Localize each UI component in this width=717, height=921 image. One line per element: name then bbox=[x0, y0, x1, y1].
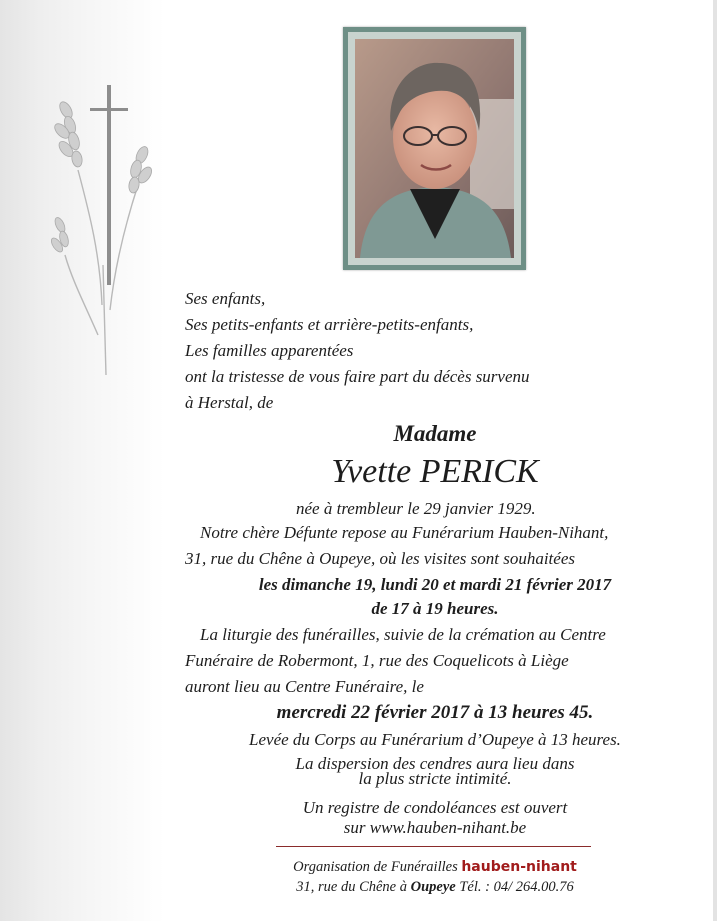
repose-line: 31, rue du Chêne à Oupeye, où les visites sont souhaitées bbox=[185, 549, 575, 568]
footer-divider bbox=[276, 846, 591, 847]
intro-line: Les familles apparentées bbox=[185, 341, 354, 360]
ceremony-date: mercredi 22 février 2017 à 13 heures 45. bbox=[276, 702, 594, 723]
visit-hours: de 17 à 19 heures. bbox=[371, 599, 499, 618]
intro-line: Ses petits-enfants et arrière-petits-enfants, bbox=[185, 315, 474, 334]
portrait-frame bbox=[343, 27, 526, 270]
deceased-name: Yvette PERICK bbox=[331, 453, 539, 490]
register-line: Un registre de condoléances est ouvert bbox=[302, 798, 568, 817]
dispersion-line: La dispersion des cendres aura lieu dans bbox=[295, 754, 575, 773]
portrait-photo bbox=[355, 39, 514, 258]
dispersion-line: la plus stricte intimité. bbox=[358, 769, 512, 788]
intro-line: à Herstal, de bbox=[185, 393, 274, 412]
footer-phone: Tél. : 04/ 264.00.76 bbox=[459, 879, 574, 895]
register-line: sur www.hauben-nihant.be bbox=[343, 818, 527, 837]
title-madame: Madame bbox=[393, 421, 477, 446]
footer-address bbox=[250, 877, 620, 897]
brand-logo: hauben-nihant bbox=[461, 859, 577, 875]
repose-line: Notre chère Défunte repose au Funérarium Hauben-Nihant, bbox=[200, 523, 609, 542]
footer-org bbox=[250, 857, 620, 877]
footer-org-label: Organisation de Funérailles bbox=[293, 859, 458, 875]
liturgy-line: auront lieu au Centre Funéraire, le bbox=[185, 677, 424, 696]
levee-line: Levée du Corps au Funérarium d’Oupeye à 13 heures. bbox=[249, 730, 621, 749]
footer-city: Oupeye bbox=[410, 879, 456, 895]
birth-line: née à trembleur le 29 janvier 1929. bbox=[296, 499, 536, 518]
footer-address-prefix: 31, rue du Chêne à bbox=[296, 879, 407, 895]
liturgy-line: Funéraire de Robermont, 1, rue des Coquelicots à Liège bbox=[185, 651, 569, 670]
cross-and-wheat-icon bbox=[30, 75, 170, 395]
visit-dates: les dimanche 19, lundi 20 et mardi 21 février 2017 bbox=[258, 575, 612, 594]
intro-line: Ses enfants, bbox=[185, 289, 266, 308]
intro-line: ont la tristesse de vous faire part du décès survenu bbox=[185, 367, 530, 386]
right-edge bbox=[713, 0, 717, 921]
liturgy-line: La liturgie des funérailles, suivie de la crémation au Centre bbox=[200, 625, 606, 644]
